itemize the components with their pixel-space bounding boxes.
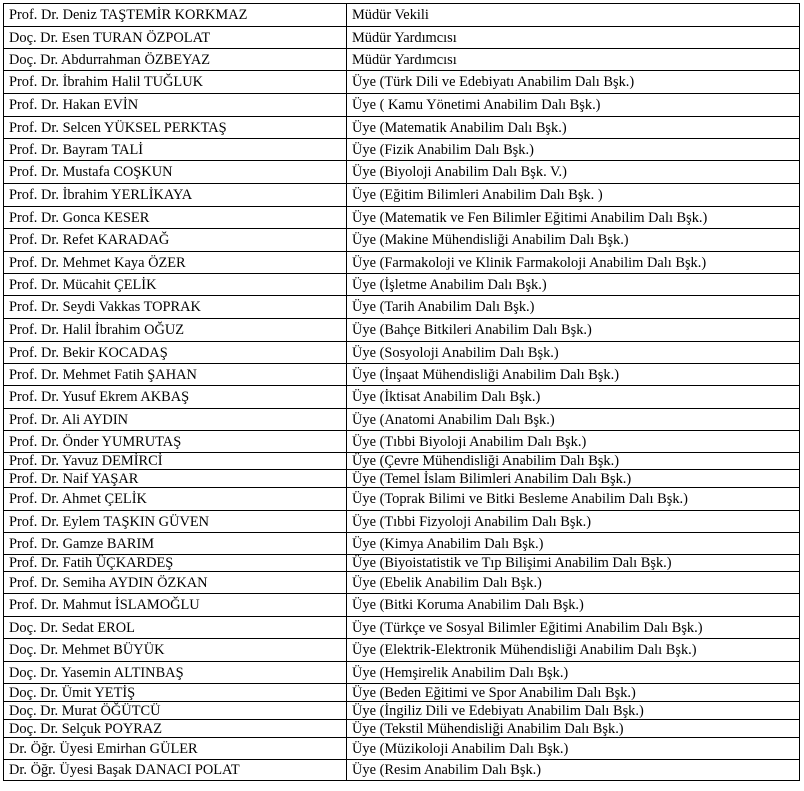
table-row	[4, 738, 800, 760]
member-name-cell: Prof. Dr. Mahmut İSLAMOĞLU	[4, 594, 347, 617]
member-role-cell: Üye (Müzikoloji Anabilim Dalı Bşk.)	[347, 738, 800, 760]
member-role-cell: Üye (Tıbbi Biyoloji Anabilim Dalı Bşk.)	[347, 431, 800, 453]
member-role-cell: Üye (Farmakoloji ve Klinik Farmakoloji Anabilim Dalı Bşk.)	[347, 252, 800, 274]
table-row	[4, 4, 800, 27]
table-row	[4, 386, 800, 409]
member-name-cell: Doç. Dr. Murat ÖĞÜTCÜ	[4, 702, 347, 720]
member-role-cell: Üye (Hemşirelik Anabilim Dalı Bşk.)	[347, 662, 800, 684]
table-row	[4, 296, 800, 319]
member-role-cell: Üye (Anatomi Anabilim Dalı Bşk.)	[347, 409, 800, 431]
committee-members-table	[3, 3, 800, 781]
member-role-cell: Üye (İktisat Anabilim Dalı Bşk.)	[347, 386, 800, 409]
member-name-cell: Prof. Dr. Mustafa COŞKUN	[4, 161, 347, 184]
table-row	[4, 639, 800, 662]
member-name-cell: Dr. Öğr. Üyesi Emirhan GÜLER	[4, 738, 347, 760]
member-role-cell: Üye (Resim Anabilim Dalı Bşk.)	[347, 760, 800, 781]
member-name-cell: Prof. Dr. Ali AYDIN	[4, 409, 347, 431]
member-role-cell: Üye (Tekstil Mühendisliği Anabilim Dalı Bşk.)	[347, 720, 800, 738]
member-name-cell: Prof. Dr. Semiha AYDIN ÖZKAN	[4, 572, 347, 594]
member-role-cell: Üye (Bitki Koruma Anabilim Dalı Bşk.)	[347, 594, 800, 617]
member-name-cell: Prof. Dr. Gamze BARIM	[4, 533, 347, 555]
member-name-cell: Prof. Dr. Fatih ÜÇKARDEŞ	[4, 555, 347, 572]
table-row	[4, 161, 800, 184]
table-row	[4, 409, 800, 431]
table-row	[4, 139, 800, 161]
committee-members-sheet	[3, 3, 800, 781]
table-row	[4, 684, 800, 702]
table-row	[4, 319, 800, 342]
member-name-cell: Prof. Dr. Deniz TAŞTEMİR KORKMAZ	[4, 4, 347, 27]
member-name-cell: Doç. Dr. Selçuk POYRAZ	[4, 720, 347, 738]
member-name-cell: Doç. Dr. Abdurrahman ÖZBEYAZ	[4, 49, 347, 71]
table-row	[4, 71, 800, 94]
member-name-cell: Prof. Dr. İbrahim YERLİKAYA	[4, 184, 347, 207]
table-row	[4, 229, 800, 252]
member-name-cell: Doç. Dr. Esen TURAN ÖZPOLAT	[4, 27, 347, 49]
member-role-cell: Üye (Tıbbi Fizyoloji Anabilim Dalı Bşk.)	[347, 511, 800, 533]
table-row	[4, 555, 800, 572]
table-row	[4, 702, 800, 720]
member-role-cell: Üye (Makine Mühendisliği Anabilim Dalı Bşk.)	[347, 229, 800, 252]
member-role-cell: Üye (Türk Dili ve Edebiyatı Anabilim Dalı Bşk.)	[347, 71, 800, 94]
member-name-cell: Prof. Dr. Mehmet Kaya ÖZER	[4, 252, 347, 274]
table-row	[4, 27, 800, 49]
member-role-cell: Üye (Biyoloji Anabilim Dalı Bşk. V.)	[347, 161, 800, 184]
member-role-cell: Üye (Matematik ve Fen Bilimler Eğitimi Anabilim Dalı Bşk.)	[347, 207, 800, 229]
table-row	[4, 117, 800, 139]
table-row	[4, 617, 800, 639]
member-role-cell: Müdür Vekili	[347, 4, 800, 27]
member-name-cell: Prof. Dr. Bayram TALİ	[4, 139, 347, 161]
member-name-cell: Prof. Dr. Bekir KOCADAŞ	[4, 342, 347, 364]
member-name-cell: Prof. Dr. Mücahit ÇELİK	[4, 274, 347, 296]
member-role-cell: Üye (Matematik Anabilim Dalı Bşk.)	[347, 117, 800, 139]
member-name-cell: Doç. Dr. Sedat EROL	[4, 617, 347, 639]
table-row	[4, 453, 800, 470]
member-role-cell: Üye (İşletme Anabilim Dalı Bşk.)	[347, 274, 800, 296]
member-role-cell: Üye (Kimya Anabilim Dalı Bşk.)	[347, 533, 800, 555]
member-role-cell: Üye (Çevre Mühendisliği Anabilim Dalı Bşk.)	[347, 453, 800, 470]
table-row	[4, 720, 800, 738]
table-row	[4, 533, 800, 555]
member-name-cell: Prof. Dr. Mehmet Fatih ŞAHAN	[4, 364, 347, 386]
table-row	[4, 94, 800, 117]
member-role-cell: Üye (İnşaat Mühendisliği Anabilim Dalı Bşk.)	[347, 364, 800, 386]
table-row	[4, 252, 800, 274]
page-bottom-clip	[0, 785, 804, 791]
member-name-cell: Prof. Dr. İbrahim Halil TUĞLUK	[4, 71, 347, 94]
table-row	[4, 184, 800, 207]
member-role-cell: Üye (Sosyoloji Anabilim Dalı Bşk.)	[347, 342, 800, 364]
member-name-cell: Prof. Dr. Yusuf Ekrem AKBAŞ	[4, 386, 347, 409]
member-role-cell: Üye (Tarih Anabilim Dalı Bşk.)	[347, 296, 800, 319]
table-row	[4, 594, 800, 617]
member-name-cell: Prof. Dr. Eylem TAŞKIN GÜVEN	[4, 511, 347, 533]
table-row	[4, 342, 800, 364]
table-row	[4, 49, 800, 71]
member-name-cell: Prof. Dr. Önder YUMRUTAŞ	[4, 431, 347, 453]
table-row	[4, 760, 800, 781]
member-name-cell: Prof. Dr. Seydi Vakkas TOPRAK	[4, 296, 347, 319]
member-name-cell: Prof. Dr. Halil İbrahim OĞUZ	[4, 319, 347, 342]
member-role-cell: Üye (Biyoistatistik ve Tıp Bilişimi Anabilim Dalı Bşk.)	[347, 555, 800, 572]
member-role-cell: Üye ( Kamu Yönetimi Anabilim Dalı Bşk.)	[347, 94, 800, 117]
member-name-cell: Prof. Dr. Selcen YÜKSEL PERKTAŞ	[4, 117, 347, 139]
member-name-cell: Prof. Dr. Ahmet ÇELİK	[4, 488, 347, 511]
members-table-body	[4, 4, 800, 781]
member-name-cell: Prof. Dr. Gonca KESER	[4, 207, 347, 229]
member-role-cell: Üye (Beden Eğitimi ve Spor Anabilim Dalı Bşk.)	[347, 684, 800, 702]
member-role-cell: Üye (Toprak Bilimi ve Bitki Besleme Anabilim Dalı Bşk.)	[347, 488, 800, 511]
member-name-cell: Doç. Dr. Mehmet BÜYÜK	[4, 639, 347, 662]
member-role-cell: Müdür Yardımcısı	[347, 49, 800, 71]
member-role-cell: Üye (Eğitim Bilimleri Anabilim Dalı Bşk. )	[347, 184, 800, 207]
table-row	[4, 207, 800, 229]
table-row	[4, 364, 800, 386]
member-name-cell: Prof. Dr. Naif YAŞAR	[4, 470, 347, 488]
member-role-cell: Üye (Temel İslam Bilimleri Anabilim Dalı Bşk.)	[347, 470, 800, 488]
table-row	[4, 488, 800, 511]
member-role-cell: Müdür Yardımcısı	[347, 27, 800, 49]
table-row	[4, 662, 800, 684]
member-name-cell: Doç. Dr. Yasemin ALTINBAŞ	[4, 662, 347, 684]
member-role-cell: Üye (İngiliz Dili ve Edebiyatı Anabilim Dalı Bşk.)	[347, 702, 800, 720]
member-name-cell: Prof. Dr. Refet KARADAĞ	[4, 229, 347, 252]
member-role-cell: Üye (Elektrik-Elektronik Mühendisliği Anabilim Dalı Bşk.)	[347, 639, 800, 662]
member-role-cell: Üye (Bahçe Bitkileri Anabilim Dalı Bşk.)	[347, 319, 800, 342]
table-row	[4, 511, 800, 533]
member-name-cell: Dr. Öğr. Üyesi Başak DANACI POLAT	[4, 760, 347, 781]
table-row	[4, 572, 800, 594]
member-name-cell: Prof. Dr. Yavuz DEMİRCİ	[4, 453, 347, 470]
member-name-cell: Prof. Dr. Hakan EVİN	[4, 94, 347, 117]
table-row	[4, 274, 800, 296]
table-row	[4, 431, 800, 453]
member-role-cell: Üye (Fizik Anabilim Dalı Bşk.)	[347, 139, 800, 161]
member-name-cell: Doç. Dr. Ümit YETİŞ	[4, 684, 347, 702]
member-role-cell: Üye (Türkçe ve Sosyal Bilimler Eğitimi Anabilim Dalı Bşk.)	[347, 617, 800, 639]
table-row	[4, 470, 800, 488]
member-role-cell: Üye (Ebelik Anabilim Dalı Bşk.)	[347, 572, 800, 594]
